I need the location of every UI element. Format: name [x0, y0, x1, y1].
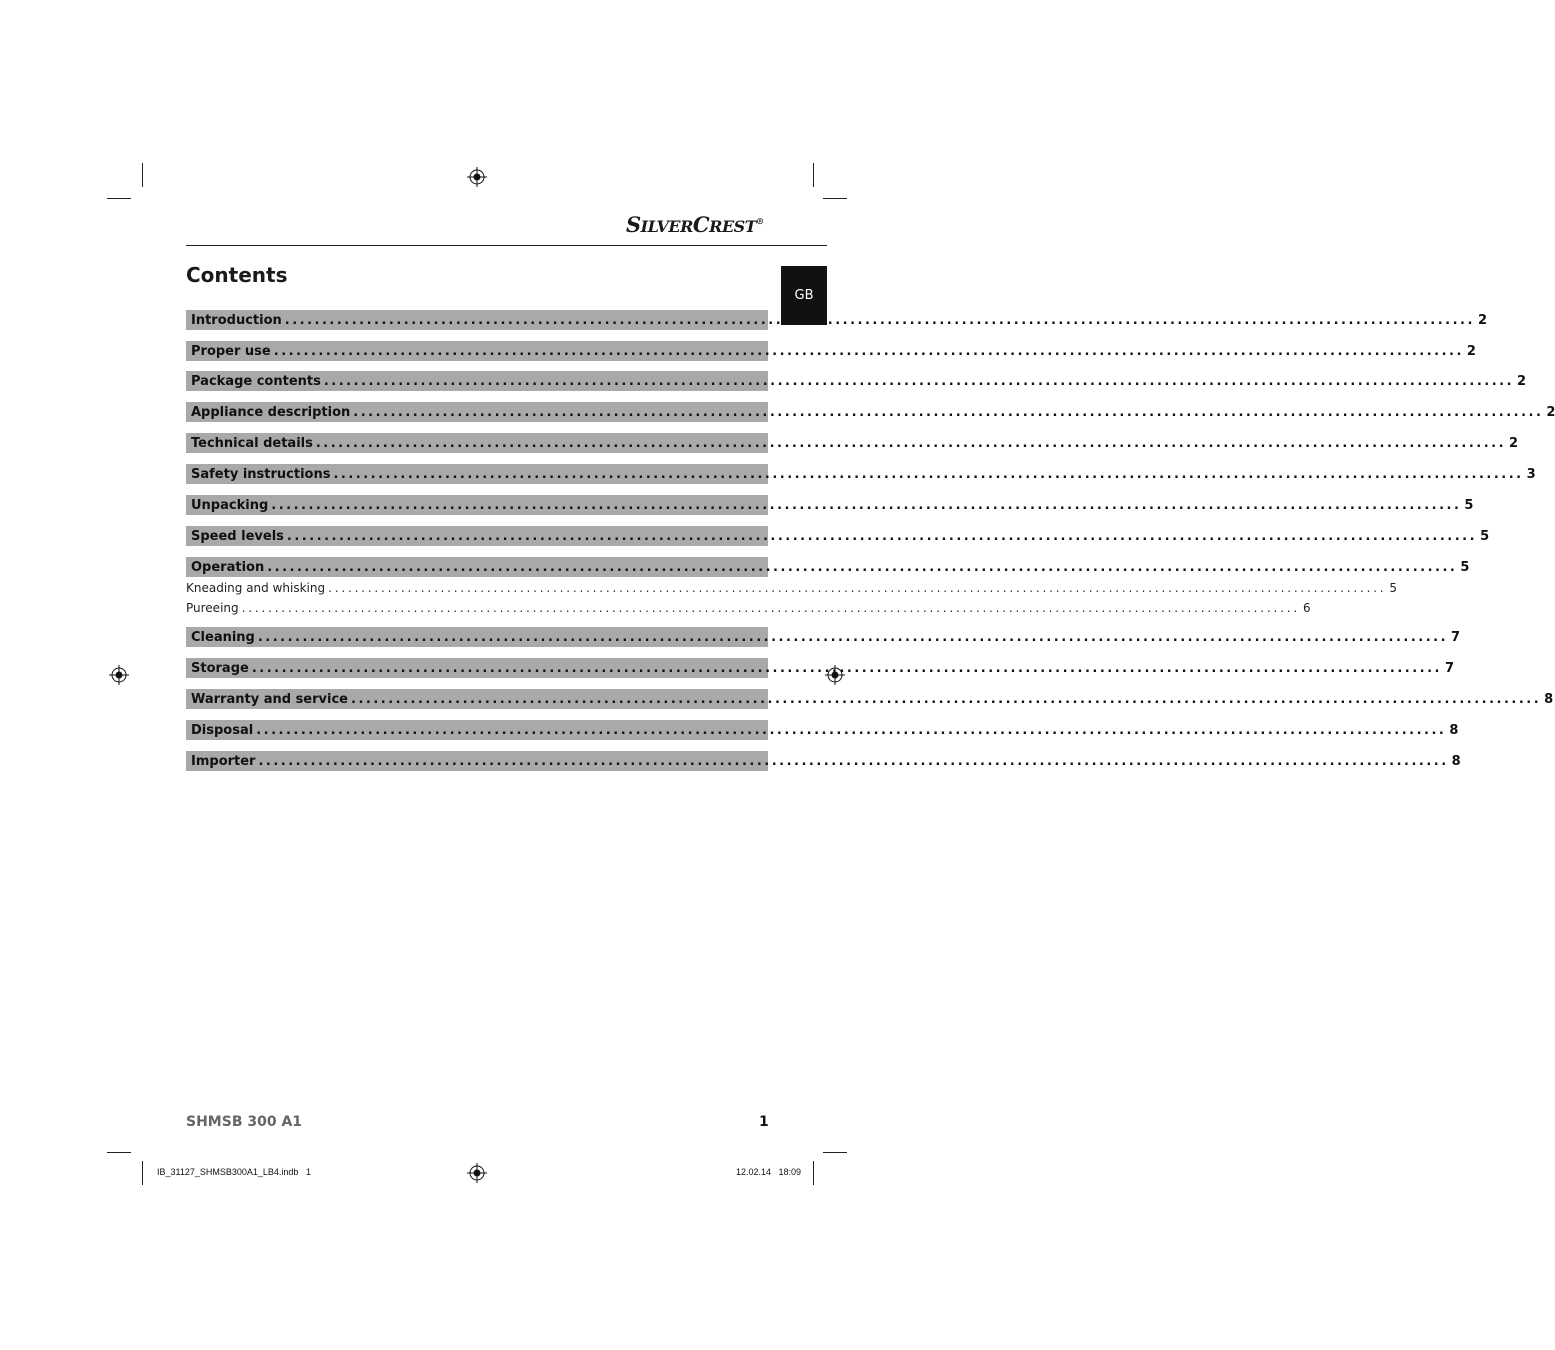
toc-entry[interactable]	[186, 689, 1554, 709]
toc-entry-page: 8	[1544, 691, 1554, 707]
crop-mark	[823, 1152, 847, 1153]
toc-subentry-label: Pureeing	[186, 601, 239, 615]
toc-entry[interactable]	[186, 526, 1490, 546]
toc-entry-page: 5	[1460, 559, 1470, 575]
crop-mark	[813, 163, 814, 187]
toc-entry-page: 5	[1480, 528, 1490, 544]
toc-subentry-label: Kneading and whisking	[186, 581, 326, 595]
toc-entry[interactable]	[186, 720, 1459, 740]
toc-entry[interactable]	[186, 433, 1519, 453]
toc-entry-page: 2	[1466, 343, 1476, 359]
date-slug: 12.02.14 18:09	[736, 1167, 802, 1177]
toc-entry-page: 8	[1449, 722, 1459, 738]
toc-entry-label: Storage	[191, 660, 249, 676]
toc-leader: ................................................................................................................................................................	[256, 722, 1447, 738]
page-title: Contents	[186, 263, 288, 287]
toc-leader: ................................................................................................................................................................	[258, 753, 1449, 769]
toc-entry-label: Unpacking	[191, 497, 269, 513]
toc-entry[interactable]	[186, 658, 1455, 678]
toc-entry[interactable]	[186, 557, 1470, 577]
toc-leader: ................................................................................................................................................................	[315, 435, 1507, 451]
toc-leader: ................................................................................................................................................................	[328, 581, 1387, 595]
crop-mark	[142, 163, 143, 187]
toc-entry-page: 5	[1464, 497, 1474, 513]
toc-leader: ................................................................................................................................................................	[271, 497, 1462, 513]
toc-entry-page: 2	[1517, 373, 1527, 389]
toc-entry[interactable]	[186, 751, 1461, 771]
crop-mark	[107, 198, 131, 199]
toc-entry[interactable]	[186, 371, 1527, 391]
toc-entry-page: 7	[1444, 660, 1455, 676]
toc-leader: ................................................................................................................................................................	[273, 343, 1464, 359]
toc-leader: ................................................................................................................................................................	[353, 404, 1544, 420]
toc-leader: ................................................................................................................................................................	[251, 660, 1442, 676]
language-tab: GB	[781, 266, 827, 325]
crop-mark	[813, 1161, 814, 1185]
crop-mark	[142, 1161, 143, 1185]
toc-entry-label: Technical details	[191, 435, 313, 451]
toc-entry[interactable]	[186, 310, 1487, 330]
toc-entry-page: 2	[1477, 312, 1487, 328]
toc-entry-label: Operation	[191, 559, 265, 575]
toc-entry[interactable]	[186, 341, 1476, 361]
toc-entry-label: Disposal	[191, 722, 254, 738]
toc-leader: ................................................................................................................................................................	[286, 528, 1478, 544]
toc-entry-page: 3	[1526, 466, 1536, 482]
toc-entry-page: 7	[1451, 629, 1461, 645]
toc-entry-label: Introduction	[191, 312, 282, 328]
registration-mark-icon	[109, 665, 129, 685]
toc-entry-label: Proper use	[191, 343, 271, 359]
toc-entry[interactable]	[186, 402, 1555, 422]
toc-subentry-page: 6	[1302, 601, 1311, 615]
crop-mark	[823, 198, 847, 199]
toc-leader: ................................................................................................................................................................	[333, 466, 1524, 482]
toc-entry-page: 8	[1451, 753, 1461, 769]
toc-entry-label: Package contents	[191, 373, 321, 389]
registration-mark-icon	[467, 1163, 487, 1183]
toc-leader: ................................................................................................................................................................	[267, 559, 1458, 575]
toc-leader: ................................................................................................................................................................	[323, 373, 1515, 389]
toc-entry-label: Warranty and service	[191, 691, 348, 707]
toc-subentry[interactable]	[186, 580, 1398, 596]
toc-entry-page: 2	[1509, 435, 1519, 451]
header-rule	[186, 245, 827, 246]
toc-leader: ................................................................................................................................................................	[351, 691, 1542, 707]
crop-mark	[107, 1152, 131, 1153]
toc-entry[interactable]	[186, 495, 1474, 515]
toc-entry-label: Cleaning	[191, 629, 255, 645]
toc-leader: ................................................................................................................................................................	[241, 601, 1300, 615]
toc-subentry-page: 5	[1389, 581, 1398, 595]
model-number: SHMSB 300 A1	[186, 1114, 303, 1130]
toc-entry[interactable]	[186, 627, 1461, 647]
toc-leader: ................................................................................................................................................................	[257, 629, 1449, 645]
toc-entry-label: Speed levels	[191, 528, 284, 544]
toc-subentry[interactable]	[186, 600, 1311, 616]
registration-mark-icon	[467, 167, 487, 187]
page-number: 1	[759, 1114, 769, 1130]
brand-logo: SILVERCREST®	[626, 212, 764, 237]
toc-entry-label: Importer	[191, 753, 256, 769]
toc-entry-label: Appliance description	[191, 404, 351, 420]
toc-entry-label: Safety instructions	[191, 466, 331, 482]
toc-entry-page: 2	[1546, 404, 1555, 420]
toc-leader: ................................................................................................................................................................	[284, 312, 1475, 328]
toc-entry[interactable]	[186, 464, 1536, 484]
file-slug: IB_31127_SHMSB300A1_LB4.indb 1	[157, 1167, 311, 1177]
